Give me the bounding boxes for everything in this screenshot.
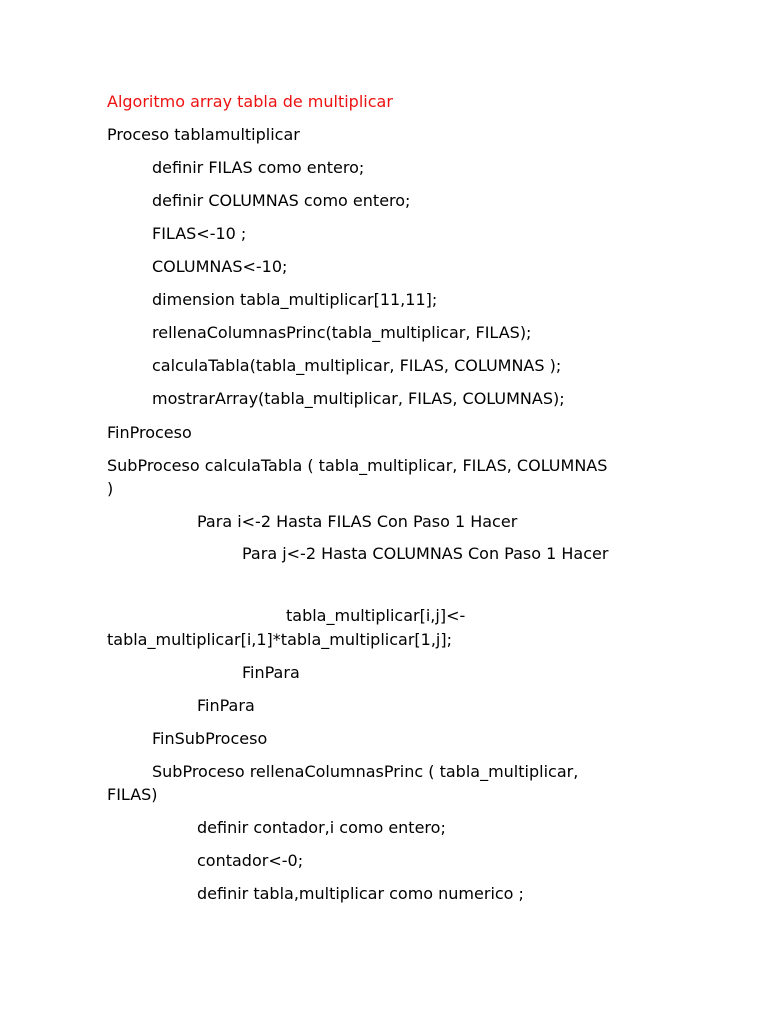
code-line: Proceso tablamultiplicar [107,125,300,144]
code-line: Para j<-2 Hasta COLUMNAS Con Paso 1 Hacer [242,544,609,563]
code-line: contador<-0; [197,851,304,870]
code-line: COLUMNAS<-10; [152,257,288,276]
code-line: FILAS<-10 ; [152,224,247,243]
code-line: mostrarArray(tabla_multiplicar, FILAS, COLUMNAS); [152,389,565,408]
code-line: FinPara [197,696,255,715]
code-line: definir COLUMNAS como entero; [152,191,411,210]
code-line: dimension tabla_multiplicar[11,11]; [152,290,438,309]
document-title: Algoritmo array tabla de multiplicar [107,92,393,111]
code-line: tabla_multiplicar[i,1]*tabla_multiplicar[1,j]; [107,630,452,649]
code-line: Para i<-2 Hasta FILAS Con Paso 1 Hacer [197,512,518,531]
code-line: definir FILAS como entero; [152,158,365,177]
code-line: FinPara [242,663,300,682]
code-line: ) [107,479,114,498]
code-line: definir contador,i como entero; [197,818,446,837]
code-line: SubProceso calculaTabla ( tabla_multiplicar, FILAS, COLUMNAS [107,456,608,475]
code-line: FILAS) [107,785,158,804]
code-line: rellenaColumnasPrinc(tabla_multiplicar, FILAS); [152,323,532,342]
code-line: SubProceso rellenaColumnasPrinc ( tabla_multiplicar, [152,762,579,781]
code-line: FinSubProceso [152,729,268,748]
code-line: definir tabla,multiplicar como numerico ; [197,884,524,903]
code-line: calculaTabla(tabla_multiplicar, FILAS, COLUMNAS ); [152,356,562,375]
code-line: tabla_multiplicar[i,j]<- [286,606,466,625]
code-line: FinProceso [107,423,192,442]
